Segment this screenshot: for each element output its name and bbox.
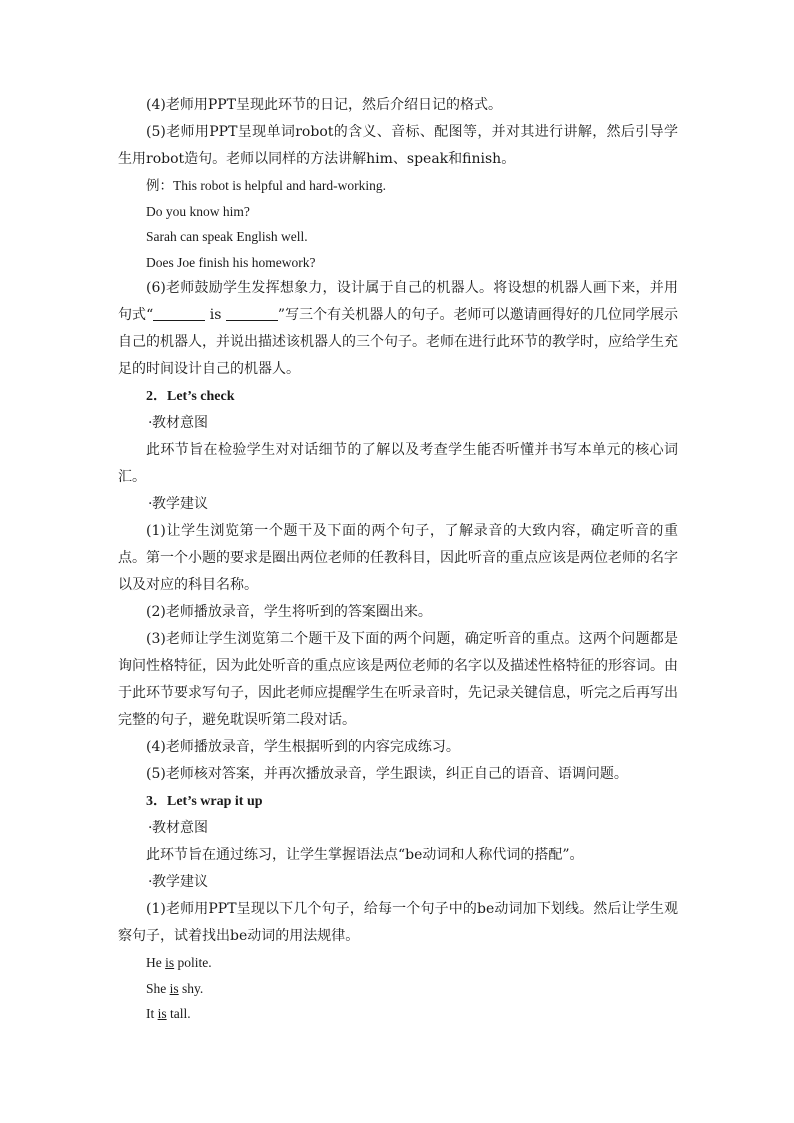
bullet-dot: · bbox=[148, 874, 153, 890]
section-3-intent-label: ·教材意图 bbox=[118, 815, 678, 842]
example-sentence-1 bbox=[118, 173, 678, 199]
example-sentence-4: Does Joe finish his homework? bbox=[146, 254, 316, 270]
section-2-advice-label: ·教学建议 bbox=[118, 491, 678, 518]
section-2-advice-4: (4)老师播放录音，学生根据听到的内容完成练习。 bbox=[146, 739, 460, 755]
be-sentence-1: He is polite. bbox=[146, 955, 212, 970]
bullet-dot: · bbox=[148, 415, 153, 431]
section-3-heading: 3．Let’s wrap it up bbox=[146, 794, 263, 809]
be-verb-underlined: is bbox=[169, 980, 179, 996]
step-6-text-start: (6)老师鼓励学生发挥想象力，设计属于自己的机器人。将设想的机器人画下来，并用句式“ bbox=[118, 280, 678, 323]
blank-line-2 bbox=[226, 306, 278, 321]
paragraph-step-5: (5)老师用PPT呈现单词robot的含义、音标、配图等，并对其进行讲解，然后引导学生用robot造句。老师以同样的方法讲解him、speak和finish。 bbox=[118, 124, 678, 167]
section-2-intent: 此环节旨在检验学生对对话细节的了解以及考查学生能否听懂并书写本单元的核心词汇。 bbox=[118, 442, 678, 485]
example-sentence-2: Do you know him? bbox=[146, 203, 250, 219]
bullet-dot: · bbox=[148, 496, 153, 512]
step-6-text-end: ”写三个有关机器人的句子。老师可以邀请画得好的几位同学展示自己的机器人，并说出描述该机器人的三个句子。老师在进行此环节的教学时，应给学生充足的时间设计自己的机器人。 bbox=[118, 307, 679, 377]
bullet-dot: · bbox=[148, 820, 153, 836]
section-2-advice-5: (5)老师核对答案，并再次播放录音，学生跟读，纠正自己的语音、语调问题。 bbox=[146, 766, 628, 782]
example-text-1: This robot is helpful and hard-working. bbox=[173, 178, 386, 193]
section-2-intent-label: ·教材意图 bbox=[118, 410, 678, 437]
paragraph-step-4: (4)老师用PPT呈现此环节的日记，然后介绍日记的格式。 bbox=[146, 97, 503, 113]
example-label: 例： bbox=[146, 178, 173, 193]
section-3-advice-label: ·教学建议 bbox=[118, 869, 678, 896]
section-3-intent: 此环节旨在通过练习，让学生掌握语法点“be动词和人称代词的搭配”。 bbox=[146, 847, 584, 863]
section-2-heading: 2．Let’s check bbox=[146, 389, 235, 404]
section-2-advice-2: (2)老师播放录音，学生将听到的答案圈出来。 bbox=[146, 604, 432, 620]
paragraph-step-6 bbox=[118, 275, 678, 383]
be-verb-underlined: is bbox=[165, 955, 175, 970]
blank-line-1 bbox=[153, 306, 205, 321]
be-sentence-3: It is tall. bbox=[146, 1006, 191, 1021]
step-6-is: is bbox=[205, 307, 226, 323]
section-2-advice-1: (1)让学生浏览第一个题干及下面的两个句子，了解录音的大致内容，确定听音的重点。第一个小题的要求是圈出两位老师的任教科目，因此听音的重点应该是两位老师的名字以及对应的科目名称。 bbox=[118, 523, 678, 593]
example-sentence-3: Sarah can speak English well. bbox=[146, 229, 308, 244]
document-body bbox=[118, 92, 678, 1027]
section-2-advice-3: (3)老师让学生浏览第二个题干及下面的两个问题，确定听音的重点。这两个问题都是询问性格特征，因为此处听音的重点应该是两位老师的名字以及描述性格特征的形容词。由于此环节要求写句子，因此老师应提醒学生在听录音时，先记录关键信息，听完之后再写出完整的句子，避免耽误听第二段对话。 bbox=[118, 631, 678, 728]
be-verb-underlined: is bbox=[157, 1006, 167, 1021]
be-sentence-2: She is shy. bbox=[146, 980, 204, 996]
section-3-advice-1: (1)老师用PPT呈现以下几个句子，给每一个句子中的be动词加下划线。然后让学生观察句子，试着找出be动词的用法规律。 bbox=[118, 901, 678, 944]
